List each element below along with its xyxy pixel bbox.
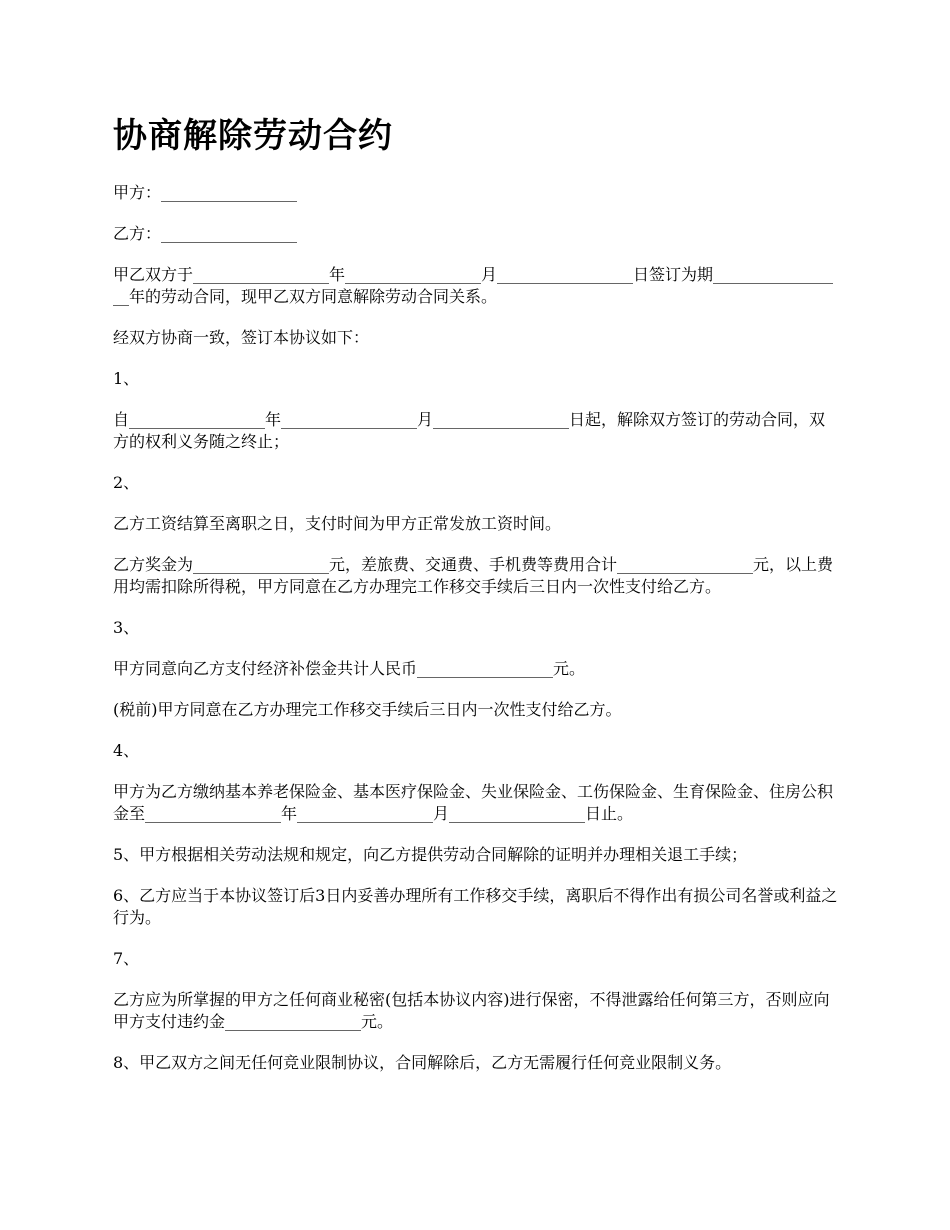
clause-5-text: 5、甲方根据相关劳动法规和规定，向乙方提供劳动合同解除的证明并办理相关退工手续； [113,845,748,864]
clause-3-compensation-text: 甲方同意向乙方支付经济补偿金共计人民币_________________元。 [113,659,586,678]
clause-7-text: 乙方应为所掌握的甲方之任何商业秘密(包括本协议内容)进行保密，不得泄露给任何第三方，否则应向甲方支付违约金_________________元。 [113,990,830,1031]
clause-2-number: 2、 [113,473,140,492]
clause-3-payment-text: (税前)甲方同意在乙方办理完工作移交手续后三日内一次性支付给乙方。 [113,700,622,719]
clause-2-bonus-text: 乙方奖金为_________________元，差旅费、交通费、手机费等费用合计_________________元，以上费用均需扣除所得税，甲方同意在乙方办理完工作移交手续后三日内一次性支付给乙方。 [113,555,834,596]
document-title: 协商解除劳动合约 [113,116,393,156]
clause-1-number: 1、 [113,369,140,388]
clause-2-salary-text: 乙方工资结算至离职之日，支付时间为甲方正常发放工资时间。 [113,514,562,533]
contract-intro-paragraph: 甲乙双方于_________________年_________________月_________________日签订为期_________________年的劳动合同，现甲乙双方同意解除劳动合同关系。 [113,265,834,306]
agreement-lead-paragraph: 经双方协商一致，签订本协议如下： [113,328,370,347]
clause-4-number: 4、 [113,741,140,760]
clause-1-text: 自_________________年_________________月_________________日起，解除双方签订的劳动合同，双方的权利义务随之终止； [113,410,826,451]
party-b-line: 乙方：_________________ [113,224,298,243]
clause-6-text: 6、乙方应当于本协议签订后3日内妥善办理所有工作移交手续，离职后不得作出有损公司名誉或利益之行为。 [113,886,838,927]
clause-7-number: 7、 [113,949,140,968]
party-a-line: 甲方：_________________ [113,183,298,202]
document-page [113,112,840,1093]
clause-8-text: 8、甲乙双方之间无任何竞业限制协议，合同解除后，乙方无需履行任何竞业限制义务。 [113,1053,732,1072]
clause-3-number: 3、 [113,618,140,637]
clause-4-text: 甲方为乙方缴纳基本养老保险金、基本医疗保险金、失业保险金、工伤保险金、生育保险金、住房公积金至_________________年_________________月_________________日止。 [113,782,834,823]
